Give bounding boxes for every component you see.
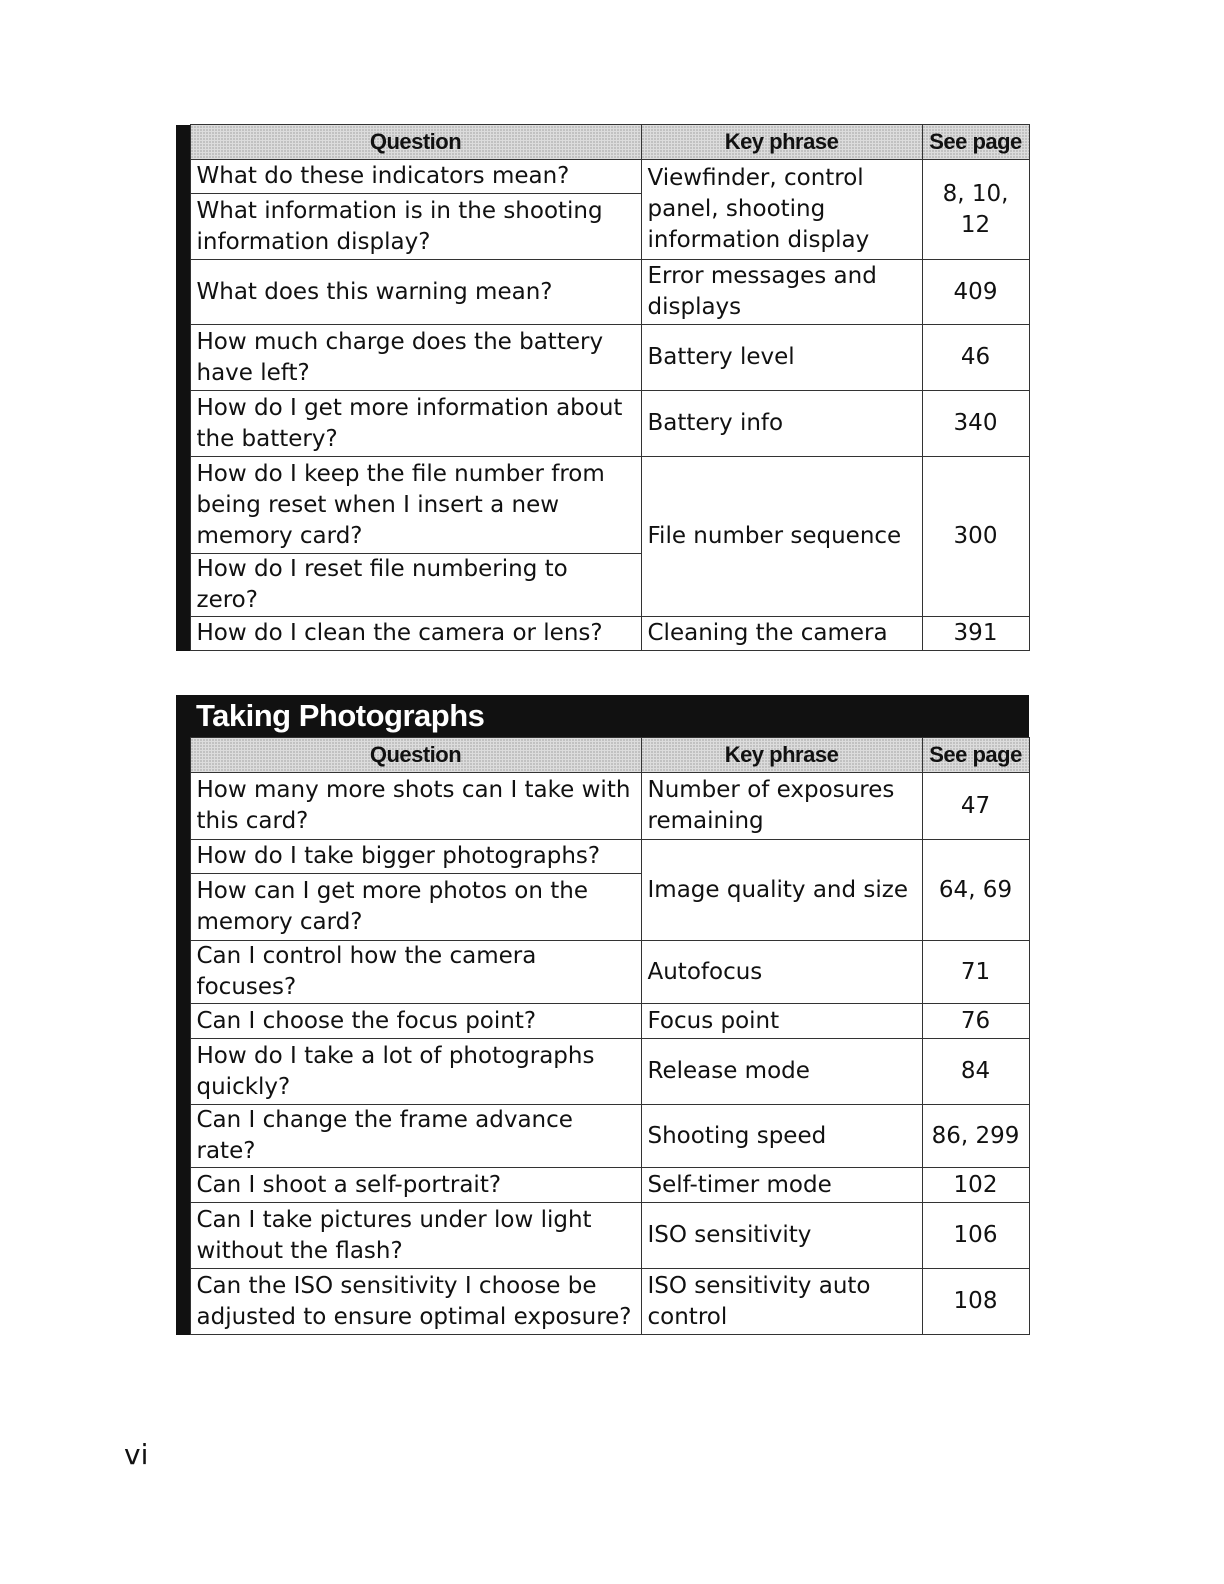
- table-general: [176, 124, 1030, 651]
- left-bar: [176, 325, 190, 391]
- left-bar: [176, 457, 190, 554]
- left-bar: [176, 1004, 190, 1039]
- question-cell: How do I keep the file number from being reset when I insert a new memory card?: [190, 457, 641, 554]
- key-phrase-cell: Release mode: [641, 1039, 922, 1105]
- key-phrase-cell: Viewfinder, control panel, shooting information display: [641, 160, 922, 260]
- key-phrase-cell: Image quality and size: [641, 840, 922, 941]
- header-key-phrase: Key phrase: [641, 125, 922, 160]
- see-page-cell: 300: [922, 457, 1029, 617]
- question-cell: How can I get more photos on the memory card?: [190, 874, 641, 941]
- left-bar: [176, 738, 190, 773]
- key-phrase-cell: ISO sensitivity: [641, 1203, 922, 1269]
- question-cell: Can I choose the focus point?: [190, 1004, 641, 1039]
- see-page-cell: 102: [922, 1168, 1029, 1203]
- see-page-cell: 46: [922, 325, 1029, 391]
- left-bar: [176, 1039, 190, 1105]
- question-cell: How do I get more information about the battery?: [190, 391, 641, 457]
- table-row: [176, 325, 1029, 391]
- see-page-cell: 86, 299: [922, 1105, 1029, 1168]
- question-cell: What do these indicators mean?: [190, 160, 641, 194]
- left-bar: [176, 194, 190, 260]
- key-phrase-cell: Battery level: [641, 325, 922, 391]
- page-number: vi: [124, 1438, 149, 1471]
- table-row: [176, 840, 1029, 874]
- header-question: Question: [190, 125, 641, 160]
- see-page-cell: 108: [922, 1269, 1029, 1335]
- question-cell: Can I shoot a self-portrait?: [190, 1168, 641, 1203]
- key-phrase-cell: Error messages and displays: [641, 260, 922, 325]
- left-bar: [176, 1168, 190, 1203]
- table-row: [176, 1039, 1029, 1105]
- left-bar: [176, 160, 190, 194]
- table-row: [176, 773, 1029, 840]
- question-cell: Can I change the frame advance rate?: [190, 1105, 641, 1168]
- table-header-row: [176, 125, 1029, 160]
- left-bar: [176, 1203, 190, 1269]
- header-see-page: See page: [922, 125, 1029, 160]
- see-page-cell: 64, 69: [922, 840, 1029, 941]
- table-row: [176, 160, 1029, 194]
- section-title: Taking Photographs: [176, 695, 1029, 738]
- table-row: [176, 617, 1029, 651]
- key-phrase-cell: File number sequence: [641, 457, 922, 617]
- question-cell: Can I take pictures under low light without the flash?: [190, 1203, 641, 1269]
- see-page-cell: 8, 10, 12: [922, 160, 1029, 260]
- left-bar: [176, 874, 190, 941]
- table-row: [176, 260, 1029, 325]
- see-page-cell: 84: [922, 1039, 1029, 1105]
- table-row: [176, 1168, 1029, 1203]
- left-bar: [176, 125, 190, 160]
- table-taking-photographs: [176, 695, 1030, 1335]
- question-cell: How do I reset file numbering to zero?: [190, 554, 641, 617]
- table-row: [176, 941, 1029, 1004]
- see-page-cell: 47: [922, 773, 1029, 840]
- key-phrase-cell: Autofocus: [641, 941, 922, 1004]
- key-phrase-cell: Cleaning the camera: [641, 617, 922, 651]
- table-row: [176, 1203, 1029, 1269]
- question-cell: How do I take a lot of photographs quickly?: [190, 1039, 641, 1105]
- left-bar: [176, 1105, 190, 1168]
- key-phrase-cell: Number of exposures remaining: [641, 773, 922, 840]
- key-phrase-cell: Battery info: [641, 391, 922, 457]
- see-page-cell: 71: [922, 941, 1029, 1004]
- header-see-page: See page: [922, 738, 1029, 773]
- table-row: [176, 1004, 1029, 1039]
- key-phrase-cell: Focus point: [641, 1004, 922, 1039]
- left-bar: [176, 1269, 190, 1335]
- table-row: [176, 391, 1029, 457]
- left-bar: [176, 554, 190, 617]
- left-bar: [176, 617, 190, 651]
- see-page-cell: 391: [922, 617, 1029, 651]
- table-header-row: [176, 738, 1029, 773]
- left-bar: [176, 840, 190, 874]
- question-cell: Can I control how the camera focuses?: [190, 941, 641, 1004]
- table-row: [176, 457, 1029, 554]
- question-cell: How many more shots can I take with this card?: [190, 773, 641, 840]
- question-cell: How do I clean the camera or lens?: [190, 617, 641, 651]
- table-row: [176, 1269, 1029, 1335]
- left-bar: [176, 391, 190, 457]
- section-title-row: [176, 695, 1029, 738]
- see-page-cell: 409: [922, 260, 1029, 325]
- key-phrase-cell: Shooting speed: [641, 1105, 922, 1168]
- question-cell: What information is in the shooting information display?: [190, 194, 641, 260]
- key-phrase-cell: Self-timer mode: [641, 1168, 922, 1203]
- see-page-cell: 106: [922, 1203, 1029, 1269]
- left-bar: [176, 260, 190, 325]
- left-bar: [176, 941, 190, 1004]
- see-page-cell: 76: [922, 1004, 1029, 1039]
- table-row: [176, 1105, 1029, 1168]
- header-key-phrase: Key phrase: [641, 738, 922, 773]
- see-page-cell: 340: [922, 391, 1029, 457]
- question-cell: How much charge does the battery have left?: [190, 325, 641, 391]
- left-bar: [176, 773, 190, 840]
- question-cell: How do I take bigger photographs?: [190, 840, 641, 874]
- key-phrase-cell: ISO sensitivity auto control: [641, 1269, 922, 1335]
- question-cell: Can the ISO sensitivity I choose be adjusted to ensure optimal exposure?: [190, 1269, 641, 1335]
- question-cell: What does this warning mean?: [190, 260, 641, 325]
- header-question: Question: [190, 738, 641, 773]
